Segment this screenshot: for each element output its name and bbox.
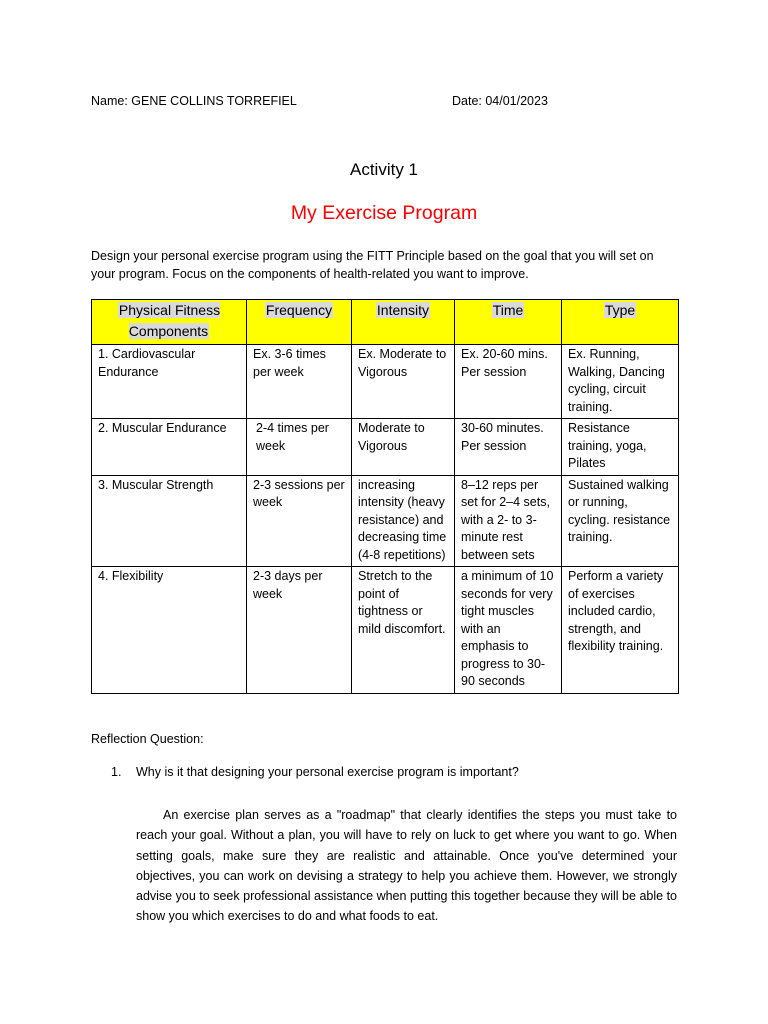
table-cell: 2-3 days per week bbox=[247, 567, 352, 694]
table-cell: 3. Muscular Strength bbox=[92, 475, 247, 567]
header-components bbox=[92, 300, 247, 345]
table-row bbox=[92, 475, 679, 567]
header-type bbox=[562, 300, 679, 345]
header-time bbox=[455, 300, 562, 345]
header-intensity-label: Intensity bbox=[376, 302, 430, 318]
table-header-row bbox=[92, 300, 679, 345]
answer-paragraph: An exercise plan serves as a "roadmap" that clearly identifies the steps you must take to reach your goal. Without a plan, you will have to rely on luck to get where you want to go. When setting goals, make sure they are realistic and attainable. Once you've determined your objectives, you can work on devising a strategy to help you achieve them. However, we strongly advise you to seek professional assistance when putting this together because they will be able to show you which exercises to do and what foods to eat. bbox=[136, 808, 677, 924]
table-row bbox=[92, 567, 679, 694]
table-cell: Moderate to Vigorous bbox=[352, 419, 455, 476]
fitt-table bbox=[91, 299, 679, 694]
student-name: Name: GENE COLLINS TORREFIEL bbox=[91, 94, 297, 108]
header-line bbox=[91, 94, 678, 108]
header-frequency bbox=[247, 300, 352, 345]
table-cell: 1. Cardiovascular Endurance bbox=[92, 345, 247, 419]
header-frequency-label: Frequency bbox=[265, 302, 333, 318]
reflection-heading: Reflection Question: bbox=[91, 732, 204, 746]
header-time-label: Time bbox=[492, 302, 524, 318]
table-cell: Ex. Moderate to Vigorous bbox=[352, 345, 455, 419]
table-cell: 2. Muscular Endurance bbox=[92, 419, 247, 476]
table-row bbox=[92, 419, 679, 476]
table-cell: 4. Flexibility bbox=[92, 567, 247, 694]
table-cell: Ex. 20-60 mins. Per session bbox=[455, 345, 562, 419]
question-number: 1. bbox=[111, 765, 122, 779]
intro-paragraph: Design your personal exercise program using the FITT Principle based on the goal that you will set on your program. Focus on the components of health-related you want to improve. bbox=[91, 249, 654, 281]
table-cell: Sustained walking or running, cycling. resistance training. bbox=[562, 475, 679, 567]
table-cell: increasing intensity (heavy resistance) and decreasing time (4-8 repetitions) bbox=[352, 475, 455, 567]
document-date: Date: 04/01/2023 bbox=[452, 94, 548, 108]
table-cell: Ex. Running, Walking, Dancing cycling, circuit training. bbox=[562, 345, 679, 419]
table-cell: Ex. 3-6 times per week bbox=[247, 345, 352, 419]
program-title: My Exercise Program bbox=[290, 202, 478, 224]
table-cell: Stretch to the point of tightness or mild discomfort. bbox=[352, 567, 455, 694]
header-type-label: Type bbox=[604, 302, 636, 318]
table-row bbox=[92, 345, 679, 419]
table-cell: Resistance training, yoga, Pilates bbox=[562, 419, 679, 476]
table-cell: 2-4 times per week bbox=[247, 419, 352, 476]
table-cell: Perform a variety of exercises included cardio, strength, and flexibility training. bbox=[562, 567, 679, 694]
question-text: Why is it that designing your personal exercise program is important? bbox=[136, 765, 519, 779]
header-components-label: Physical Fitness Components bbox=[118, 302, 221, 339]
table-cell: 8–12 reps per set for 2–4 sets, with a 2- to 3-minute rest between sets bbox=[455, 475, 562, 567]
table-cell: a minimum of 10 seconds for very tight muscles with an emphasis to progress to 30-90 seconds bbox=[455, 567, 562, 694]
reflection-question bbox=[111, 765, 519, 779]
header-intensity bbox=[352, 300, 455, 345]
activity-title: Activity 1 bbox=[349, 160, 419, 179]
table-cell: 2-3 sessions per week bbox=[247, 475, 352, 567]
table-cell: 30-60 minutes. Per session bbox=[455, 419, 562, 476]
